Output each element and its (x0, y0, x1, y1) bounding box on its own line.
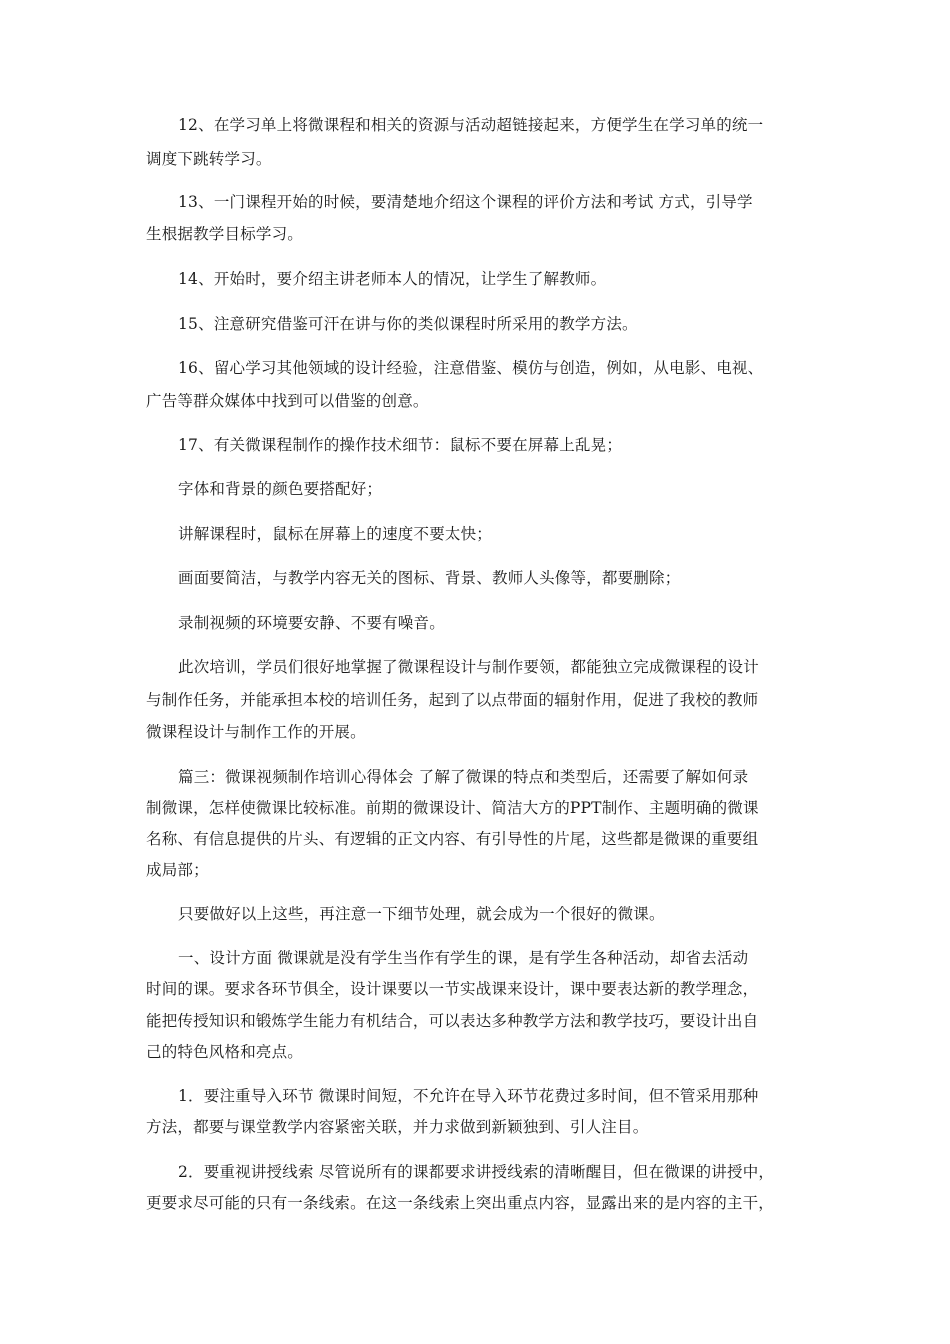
text-line: 1．要注重导入环节 微课时间短，不允许在导入环节花费过多时间，但不管采用那种 (178, 1087, 759, 1105)
text-line: 生根据教学目标学习。 (146, 225, 304, 243)
text-line: 15、注意研究借鉴可汗在讲与你的类似课程时所采用的教学方法。 (178, 315, 638, 333)
text-line: 名称、有信息提供的片头、有逻辑的正文内容、有引导性的片尾，这些都是微课的重要组 (146, 830, 759, 848)
text-line: 17、有关微课程制作的操作技术细节：鼠标不要在屏幕上乱晃； (178, 436, 623, 454)
text-line: 篇三：微课视频制作培训心得体会 了解了微课的特点和类型后，还需要了解如何录 (178, 768, 749, 786)
text-line: 与制作任务，并能承担本校的培训任务，起到了以点带面的辐射作用，促进了我校的教师 (146, 691, 759, 709)
text-line: 一、设计方面 微课就是没有学生当作有学生的课，是有学生各种活动，却省去活动 (178, 949, 749, 967)
text-line: 2．要重视讲授线索 尽管说所有的课都要求讲授线索的清晰醒目，但在微课的讲授中， (178, 1163, 775, 1181)
text-line: 只要做好以上这些，再注意一下细节处理，就会成为一个很好的微课。 (178, 905, 665, 923)
text-line: 制微课，怎样使微课比较标准。前期的微课设计、简洁大方的PPT制作、主题明确的微课 (146, 799, 759, 817)
text-line: 成局部； (146, 861, 209, 879)
text-line: 14、开始时，要介绍主讲老师本人的情况，让学生了解教师。 (178, 270, 607, 288)
text-line: 16、留心学习其他领域的设计经验，注意借鉴、模仿与创造，例如，从电影、电视、 (178, 359, 764, 377)
text-line: 此次培训，学员们很好地掌握了微课程设计与制作要领，都能独立完成微课程的设计 (178, 658, 759, 676)
text-line: 更要求尽可能的只有一条线索。在这一条线索上突出重点内容，显露出来的是内容的主干， (146, 1194, 775, 1212)
text-line: 调度下跳转学习。 (146, 150, 272, 168)
text-line: 13、一门课程开始的时候，要清楚地介绍这个课程的评价方法和考试 方式，引导学 (178, 193, 753, 211)
text-line: 方法，都要与课堂教学内容紧密关联，并力求做到新颖独到、引人注目。 (146, 1118, 649, 1136)
text-line: 能把传授知识和锻炼学生能力有机结合，可以表达多种教学方法和教学技巧，要设计出自 (146, 1012, 759, 1030)
text-line: 广告等群众媒体中找到可以借鉴的创意。 (146, 392, 429, 410)
text-line: 时间的课。要求各环节俱全，设计课要以一节实战课来设计，课中要表达新的教学理念， (146, 980, 759, 998)
text-line: 录制视频的环境要安静、不要有噪音。 (178, 614, 445, 632)
text-line: 画面要简洁，与教学内容无关的图标、背景、教师人头像等，都要删除； (178, 569, 681, 587)
text-line: 讲解课程时，鼠标在屏幕上的速度不要太快； (178, 525, 493, 543)
text-line: 己的特色风格和亮点。 (146, 1043, 304, 1061)
text-line: 微课程设计与制作工作的开展。 (146, 723, 366, 741)
text-line: 字体和背景的颜色要搭配好； (178, 480, 383, 498)
text-line: 12、在学习单上将微课程和相关的资源与活动超链接起来，方便学生在学习单的统一 (178, 116, 764, 134)
